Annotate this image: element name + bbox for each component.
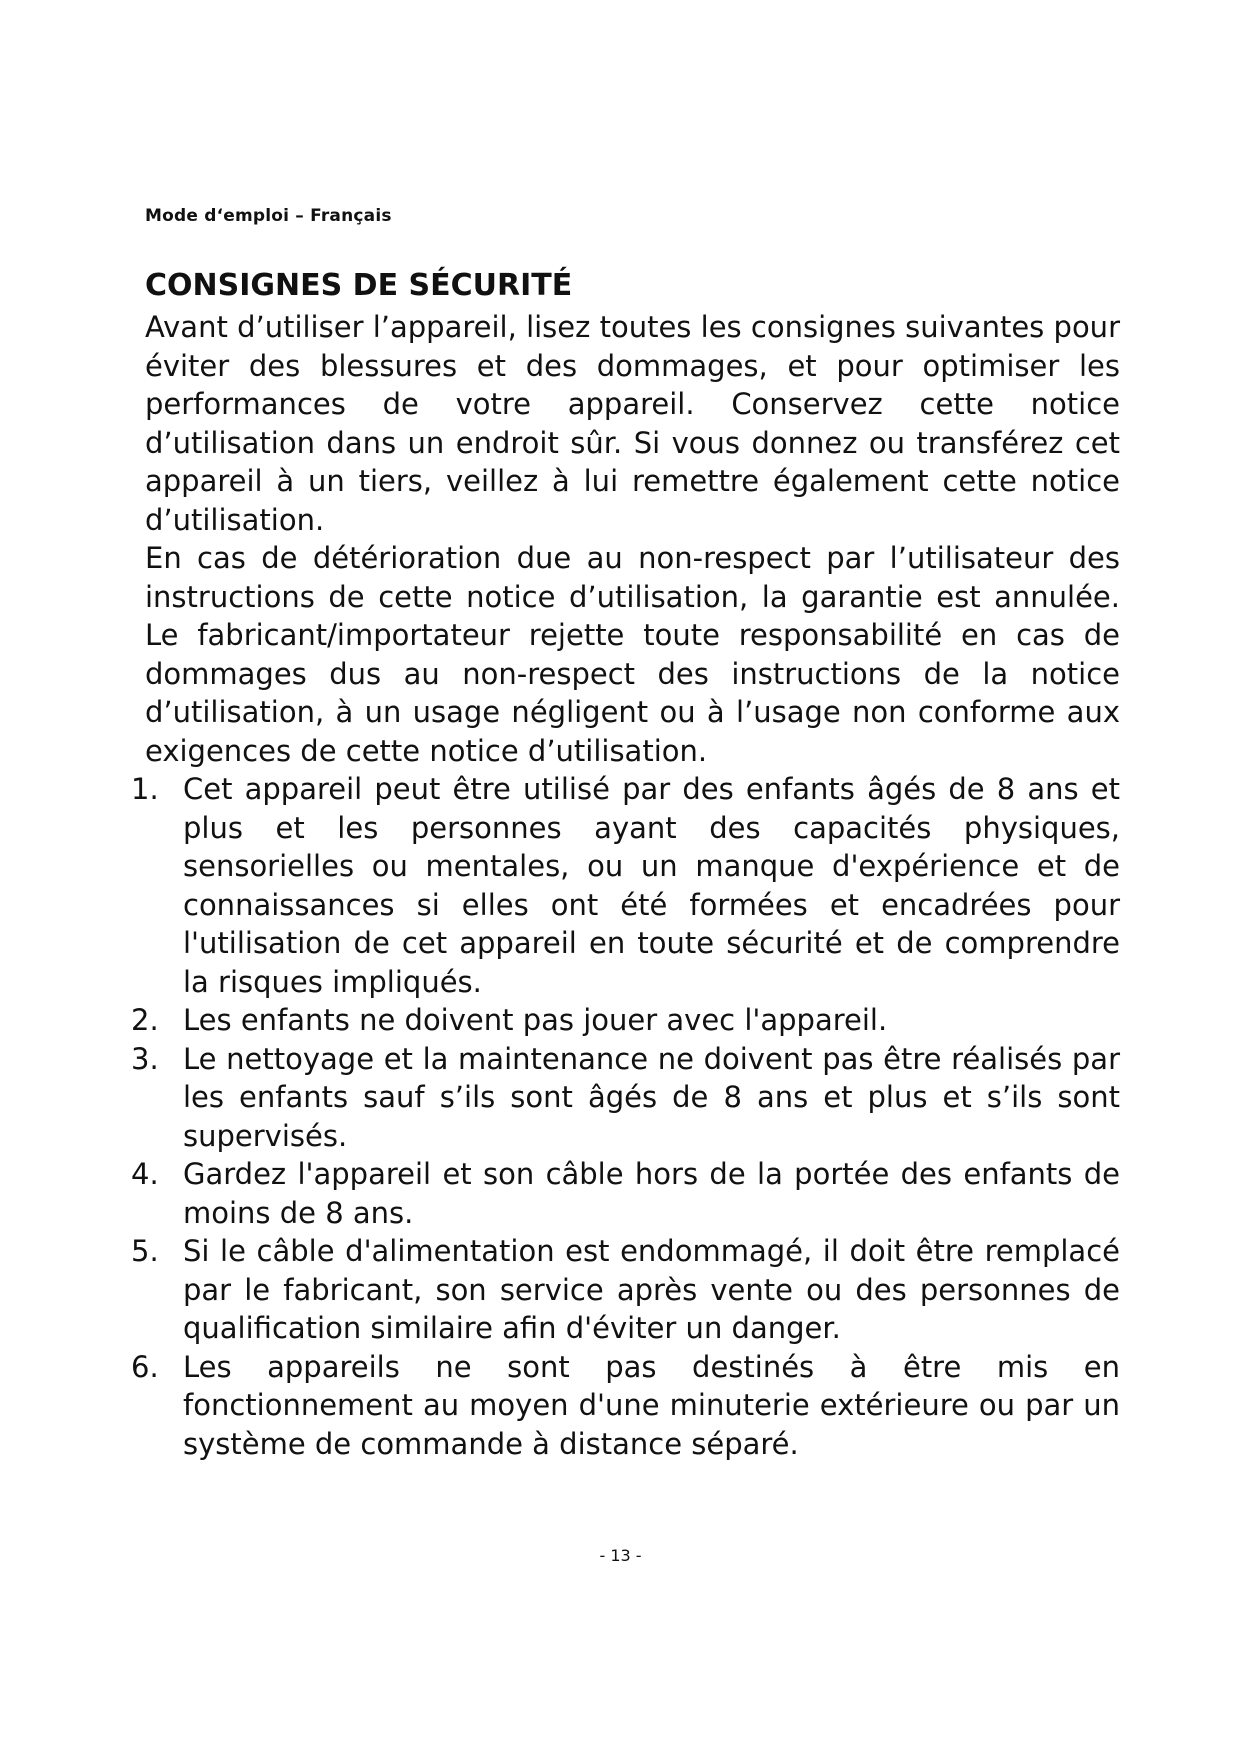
list-item-number: 6. <box>131 1349 159 1384</box>
document-header: Mode d‘emploi – Français <box>145 206 392 226</box>
list-item-number: 1. <box>131 772 159 806</box>
list-item <box>131 1001 1120 1040</box>
list-item-text: Si le câble d'alimentation est endommagé, il doit être remplacé par le fabricant, son service après vente ou des personnes de qualification similaire afin d'éviter un danger. <box>183 1234 1120 1345</box>
list-item-text: Cet appareil peut être utilisé par des enfants âgés de 8 ans et plus et les personnes ayant des capacités physiques, sensorielles ou mentales, ou un manque d'expérience et de connaissances si elles ont été formées et encadrées pour l'utilisation de cet appareil en toute sécurité et de comprendre la risques impliqués. <box>183 772 1120 999</box>
list-item-number: 2. <box>131 1003 159 1037</box>
list-item <box>131 1040 1120 1156</box>
list-item <box>131 770 1120 1001</box>
intro-paragraph: Avant d’utiliser l’appareil, lisez toutes les consignes suivantes pour éviter des blessures et des dommages, et pour optimiser les performances de votre appareil. Conservez cette notice d’utilisation dans un endroit sûr. Si vous donnez ou transférez cet appareil à un tiers, veillez à lui remettre également cette notice d’utilisation. <box>145 310 1120 537</box>
list-item-number: 3. <box>131 1041 159 1076</box>
list-item-number: 4. <box>131 1157 159 1191</box>
safety-list <box>131 770 1120 1463</box>
section-title: CONSIGNES DE SÉCURITÉ <box>145 268 573 303</box>
list-item <box>131 1348 1120 1464</box>
warranty-paragraph: En cas de détérioration due au non-respect par l’utilisateur des instructions de cette notice d’utilisation, la garantie est annulée. Le fabricant/importateur rejette toute responsabilité en cas de dommages dus au non-respect des instructions de la notice d’utilisation, à un usage négligent ou à l’usage non conforme aux exigences de cette notice d’utilisation. <box>145 541 1120 768</box>
list-item-number: 5. <box>131 1234 159 1268</box>
list-item-text: Gardez l'appareil et son câble hors de la portée des enfants de moins de 8 ans. <box>183 1157 1120 1230</box>
list-item-text: Les enfants ne doivent pas jouer avec l'appareil. <box>183 1003 888 1037</box>
list-item-text: Les appareils ne sont pas destinés à être mis en fonctionnement au moyen d'une minuterie extérieure ou par un système de commande à distance séparé. <box>183 1349 1120 1461</box>
list-item <box>131 1155 1120 1232</box>
page-number: - 13 - <box>599 1546 642 1565</box>
safety-section <box>131 266 1120 1463</box>
list-item-text: Le nettoyage et la maintenance ne doivent pas être réalisés par les enfants sauf s’ils sont âgés de 8 ans et plus et s’ils sont supervisés. <box>183 1041 1120 1153</box>
list-item <box>131 1232 1120 1348</box>
